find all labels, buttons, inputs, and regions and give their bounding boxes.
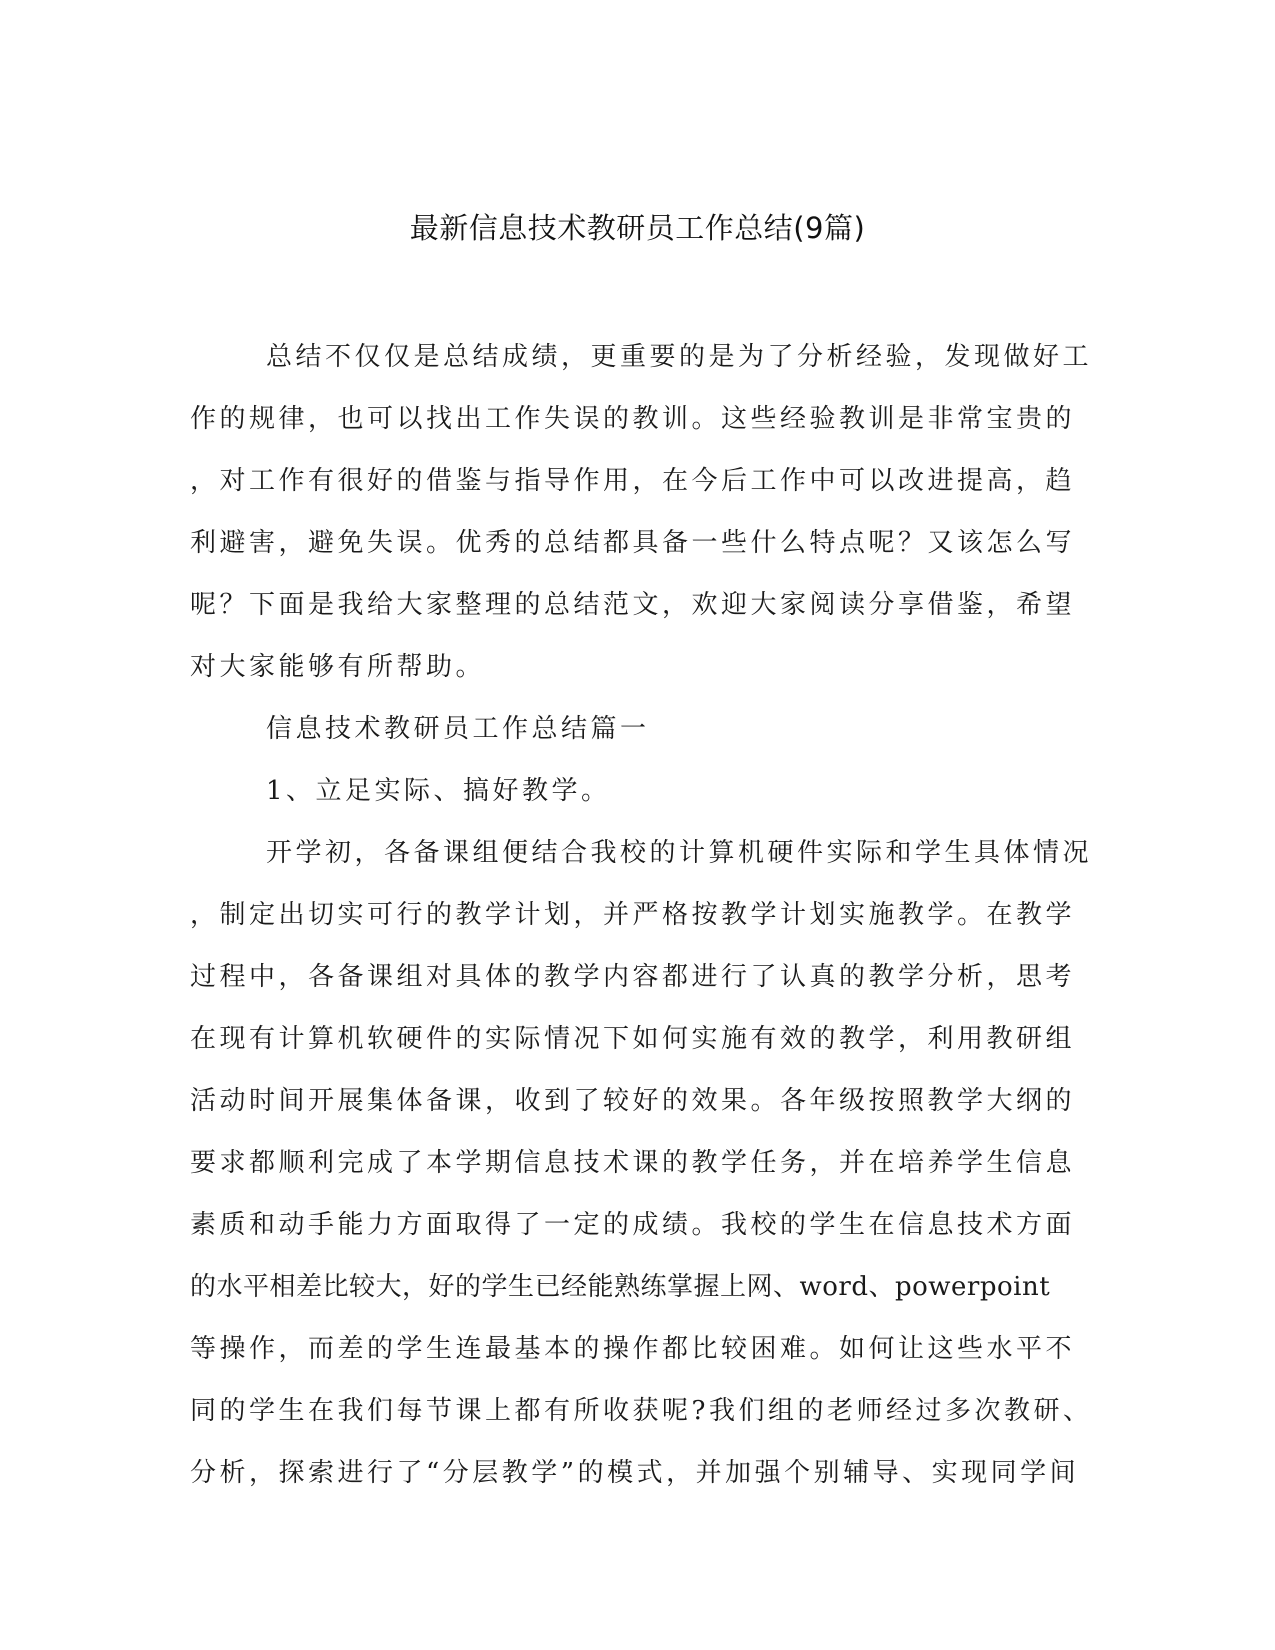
paragraph-line: 分析，探索进行了“分层教学”的模式，并加强个别辅导、实现同学间 (190, 1458, 1080, 1488)
paragraph-line: 开学初，各备课组便结合我校的计算机硬件实际和学生具体情况 (266, 838, 1093, 868)
paragraph-line: ，制定出切实可行的教学计划，并严格按教学计划实施教学。在教学 (190, 900, 1076, 930)
paragraph-line: 在现有计算机软硬件的实际情况下如何实施有效的教学，利用教研组 (190, 1024, 1076, 1054)
paragraph-line: 等操作，而差的学生连最基本的操作都比较困难。如何让这些水平不 (190, 1334, 1076, 1364)
paragraph-line: 对大家能够有所帮助。 (190, 652, 486, 682)
paragraph-line: 过程中，各备课组对具体的教学内容都进行了认真的教学分析，思考 (190, 962, 1076, 992)
document-title: 最新信息技术教研员工作总结(9篇) (409, 211, 866, 245)
paragraph-line: 素质和动手能力方面取得了一定的成绩。我校的学生在信息技术方面 (190, 1210, 1076, 1240)
section-heading: 信息技术教研员工作总结篇一 (266, 714, 650, 744)
document-body (190, 326, 1093, 1504)
paragraph-line: 作的规律，也可以找出工作失误的教训。这些经验教训是非常宝贵的 (190, 404, 1076, 434)
paragraph-line: 活动时间开展集体备课，收到了较好的效果。各年级按照教学大纲的 (190, 1086, 1076, 1116)
paragraph-line: 同的学生在我们每节课上都有所收获呢?我们组的老师经过多次教研、 (190, 1396, 1093, 1426)
paragraph-line: 总结不仅仅是总结成绩，更重要的是为了分析经验，发现做好工 (266, 342, 1093, 372)
paragraph-line: 的水平相差比较大，好的学生已经能熟练掌握上网、word、powerpoint (190, 1272, 1051, 1302)
paragraph-line: 利避害，避免失误。优秀的总结都具备一些什么特点呢？又该怎么写 (190, 528, 1076, 558)
paragraph-line: 要求都顺利完成了本学期信息技术课的教学任务，并在培养学生信息 (190, 1148, 1076, 1178)
subsection-heading: 1、立足实际、搞好教学。 (266, 776, 611, 806)
paragraph-line: 呢？下面是我给大家整理的总结范文，欢迎大家阅读分享借鉴，希望 (190, 590, 1076, 620)
paragraph-line: ，对工作有很好的借鉴与指导作用，在今后工作中可以改进提高，趋 (190, 466, 1076, 496)
